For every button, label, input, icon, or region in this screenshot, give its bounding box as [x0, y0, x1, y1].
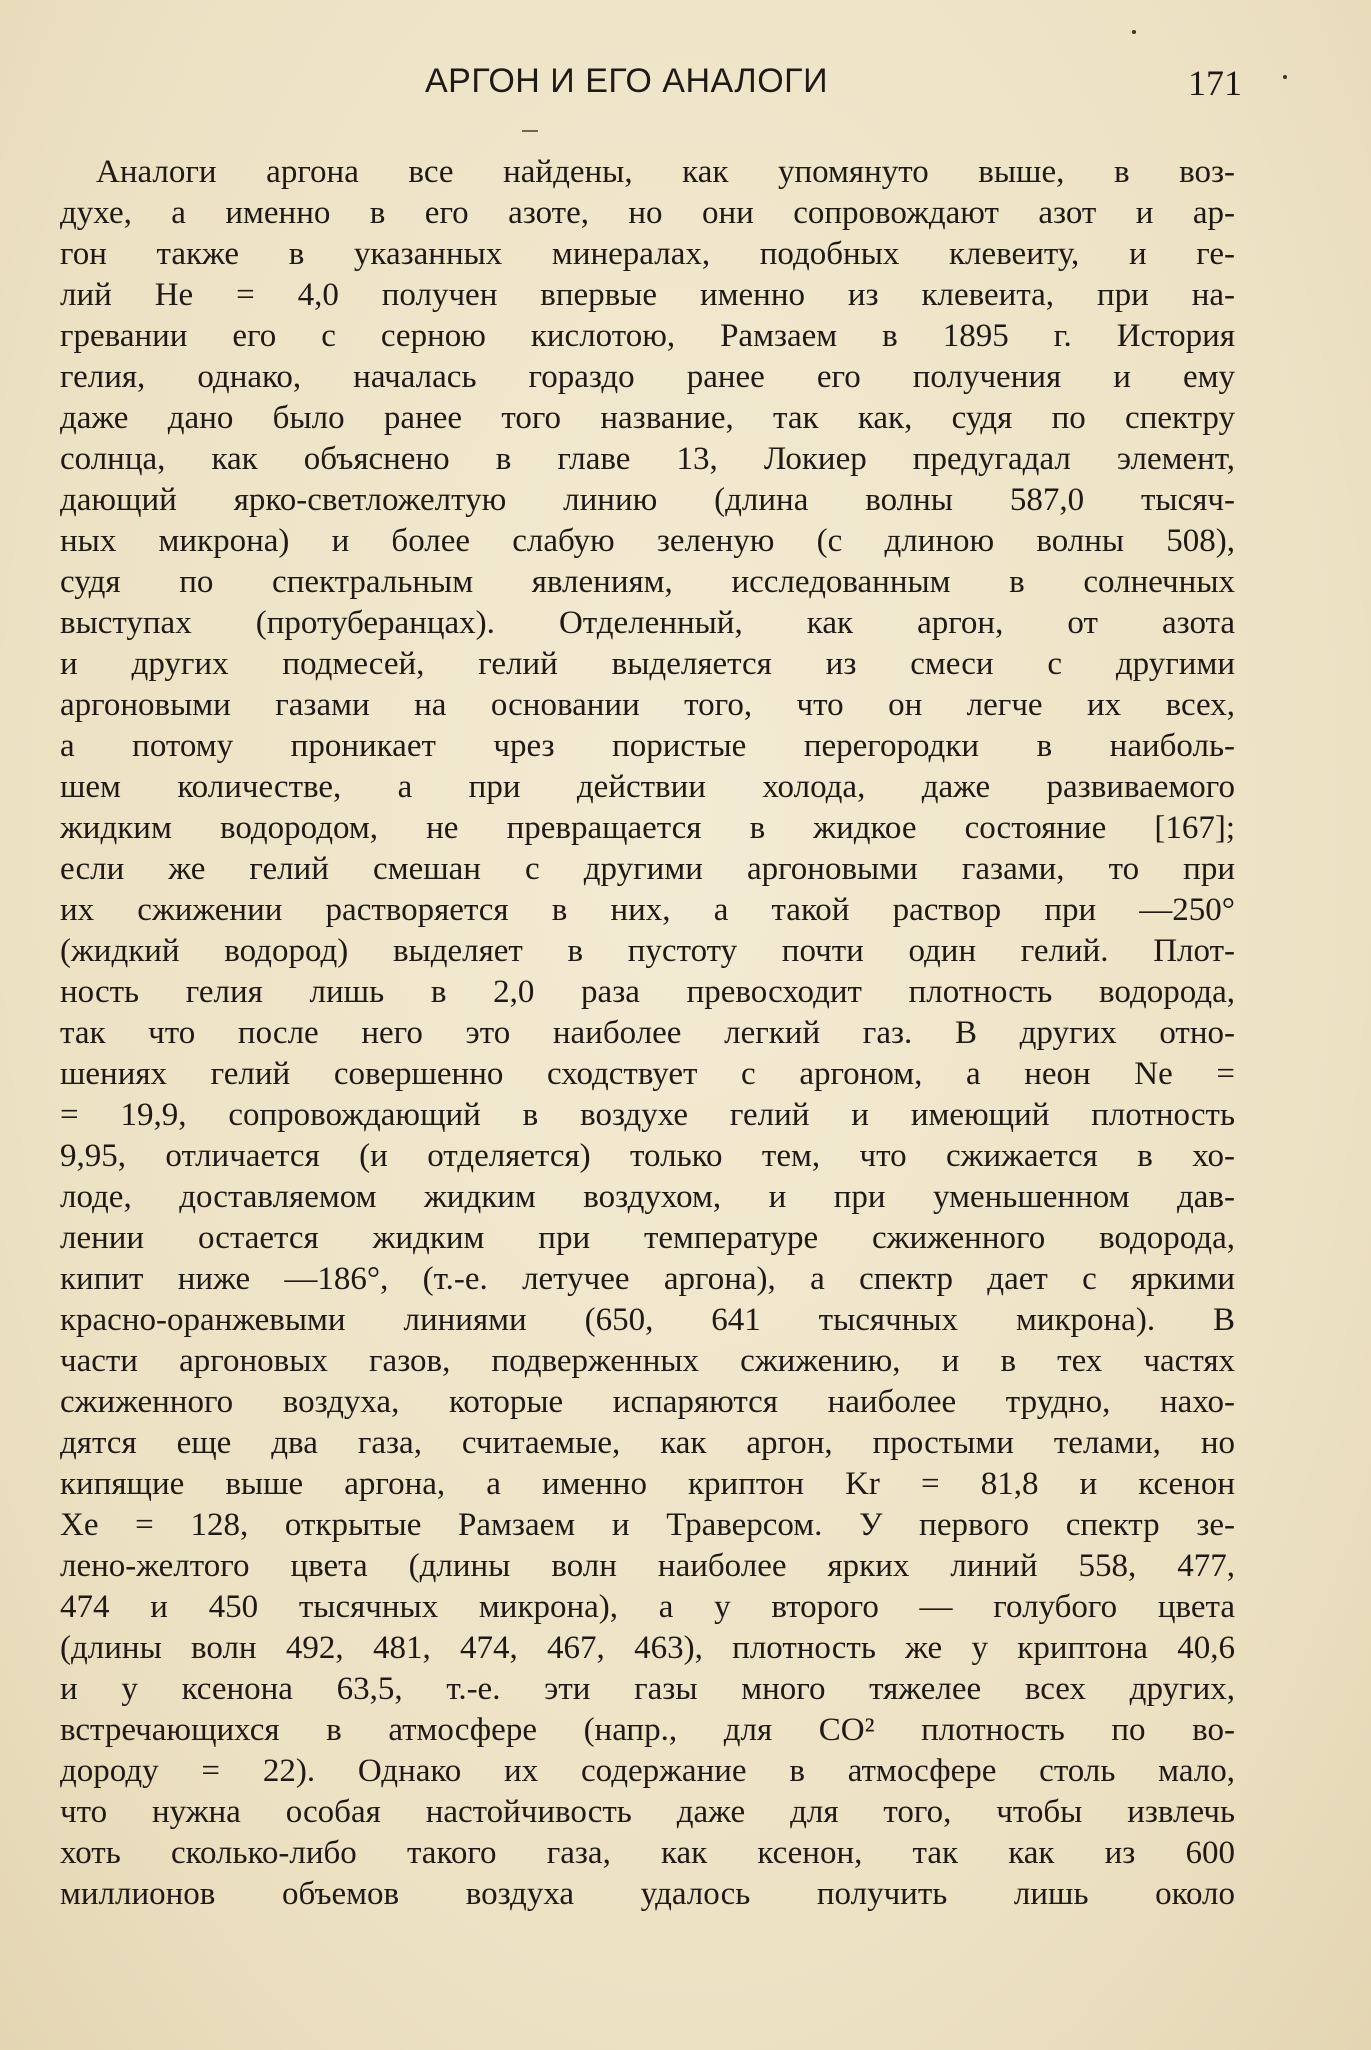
text-line: красно-оранжевыми линиями (650, 641 тысячных микрона). В [60, 1302, 1235, 1338]
text-line: (жидкий водород) выделяет в пустоту почти один гелий. Плот- [60, 933, 1235, 969]
text-line: Аналоги аргона все найдены, как упомянуто выше, в воз- [96, 154, 1235, 190]
text-line: их сжижении растворяется в них, а такой раствор при —250° [60, 892, 1235, 928]
text-line: так что после него это наиболее легкий газ. В других отно- [60, 1015, 1235, 1051]
text-line: гелия, однако, началась гораздо ранее его получения и ему [60, 359, 1235, 395]
text-line: дятся еще два газа, считаемые, как аргон, простыми телами, но [60, 1425, 1235, 1461]
text-line: шем количестве, а при действии холода, даже развиваемого [60, 769, 1235, 805]
text-line: сжиженного воздуха, которые испаряются наиболее трудно, нахо- [60, 1384, 1235, 1420]
text-line: солнца, как объяснено в главе 13, Локиер предугадал элемент, [60, 441, 1235, 477]
text-line: и у ксенона 63,5, т.-е. эти газы много тяжелее всех других, [60, 1671, 1235, 1707]
speck-dot [1283, 75, 1287, 79]
text-line: 474 и 450 тысячных микрона), а у второго — голубого цвета [60, 1589, 1235, 1625]
speck-dot [1132, 30, 1136, 34]
text-line: шениях гелий совершенно сходствует с аргоном, а неон Ne = [60, 1056, 1235, 1092]
text-line: кипит ниже —186°, (т.-е. летучее аргона), а спектр дает с яркими [60, 1261, 1235, 1297]
text-line: гон также в указанных минералах, подобных клевеиту, и ге- [60, 236, 1235, 272]
text-line: если же гелий смешан с другими аргоновыми газами, то при [60, 851, 1235, 887]
text-line: хоть сколько-либо такого газа, как ксенон, так как из 600 [60, 1835, 1235, 1871]
text-line: дающий ярко-светложелтую линию (длина волны 587,0 тысяч- [60, 482, 1235, 518]
text-line: = 19,9, сопровождающий в воздухе гелий и имеющий плотность [60, 1097, 1235, 1133]
header-dash-mark [522, 130, 538, 132]
text-line: ных микрона) и более слабую зеленую (с длиною волны 508), [60, 523, 1235, 559]
text-line: лий He = 4,0 получен впервые именно из клевеита, при на- [60, 277, 1235, 313]
text-line: миллионов объемов воздуха удалось получить лишь около [60, 1876, 1235, 1912]
text-line: что нужна особая настойчивость даже для того, чтобы извлечь [60, 1794, 1235, 1830]
text-line: встречающихся в атмосфере (напр., для CO² плотность по во- [60, 1712, 1235, 1748]
text-line: (длины волн 492, 481, 474, 467, 463), плотность же у криптона 40,6 [60, 1630, 1235, 1666]
text-line: аргоновыми газами на основании того, что он легче их всех, [60, 687, 1235, 723]
text-line: жидким водородом, не превращается в жидкое состояние [167]; [60, 810, 1235, 846]
text-line: и других подмесей, гелий выделяется из смеси с другими [60, 646, 1235, 682]
text-line: а потому проникает чрез пористые перегородки в наиболь- [60, 728, 1235, 764]
text-line: лении остается жидким при температуре сжиженного водорода, [60, 1220, 1235, 1256]
text-line: выступах (протуберанцах). Отделенный, как аргон, от азота [60, 605, 1235, 641]
page-header [0, 62, 1371, 122]
text-line: гревании его с серною кислотою, Рамзаем в 1895 г. История [60, 318, 1235, 354]
text-line: части аргоновых газов, подверженных сжижению, и в тех частях [60, 1343, 1235, 1379]
text-line: даже дано было ранее того название, так как, судя по спектру [60, 400, 1235, 436]
text-line: духе, а именно в его азоте, но они сопровождают азот и ар- [60, 195, 1235, 231]
text-line: Xe = 128, открытые Рамзаем и Траверсом. У первого спектр зе- [60, 1507, 1235, 1543]
text-line: лено-желтого цвета (длины волн наиболее ярких линий 558, 477, [60, 1548, 1235, 1584]
running-title: АРГОН И ЕГО АНАЛОГИ [425, 62, 829, 100]
text-line: 9,95, отличается (и отделяется) только тем, что сжижается в хо- [60, 1138, 1235, 1174]
text-line: судя по спектральным явлениям, исследованным в солнечных [60, 564, 1235, 600]
body-text [60, 152, 1235, 1915]
page-number: 171 [1188, 63, 1242, 103]
text-line: лоде, доставляемом жидким воздухом, и при уменьшенном дав- [60, 1179, 1235, 1215]
text-line: дороду = 22). Однако их содержание в атмосфере столь мало, [60, 1753, 1235, 1789]
text-line: кипящие выше аргона, а именно криптон Kr = 81,8 и ксенон [60, 1466, 1235, 1502]
text-line: ность гелия лишь в 2,0 раза превосходит плотность водорода, [60, 974, 1235, 1010]
